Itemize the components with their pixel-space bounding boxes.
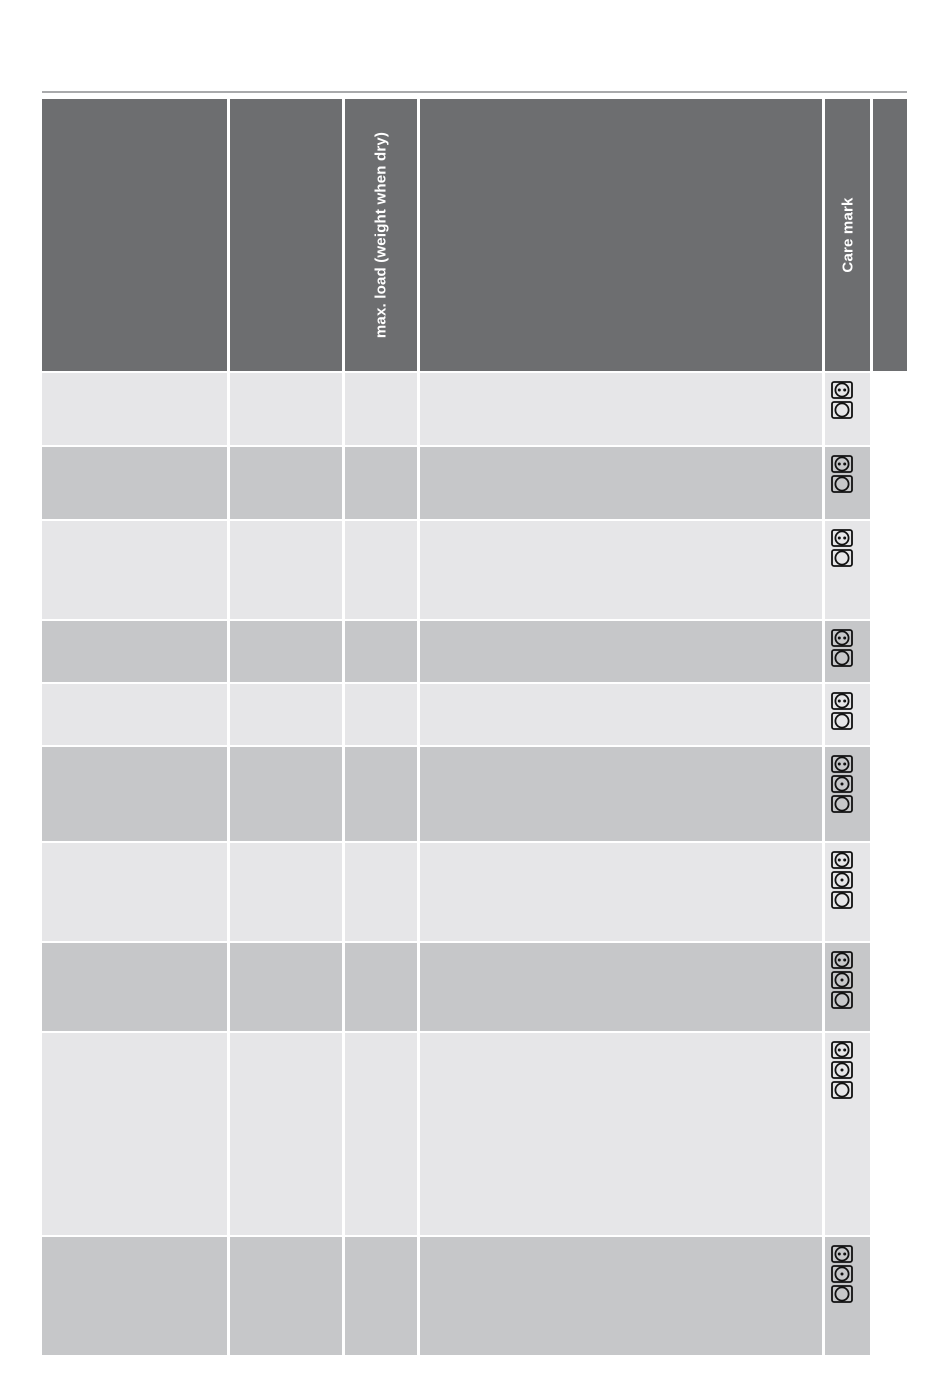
header-cell-right-tab [873, 99, 907, 371]
care-mark-cell [825, 447, 870, 519]
description-cell [420, 1033, 822, 1235]
tumble-dry-normal-icon [831, 455, 853, 473]
care-mark-cell [825, 747, 870, 841]
tumble-dry-normal-icon [831, 1041, 853, 1059]
description-cell [420, 943, 822, 1031]
max-load-cell [345, 684, 417, 745]
max-load-cell [345, 843, 417, 941]
max-load-header-label: max. load (weight when dry) [372, 131, 390, 339]
max-load-cell [345, 447, 417, 519]
dryer-drum-icon [831, 891, 853, 909]
dryer-drum-icon [831, 401, 853, 419]
care-mark-cell [825, 521, 870, 619]
dryer-drum-icon [831, 712, 853, 730]
dryer-drum-icon [831, 549, 853, 567]
tumble-dry-low-icon [831, 1265, 853, 1283]
description-cell [420, 521, 822, 619]
description-cell [420, 684, 822, 745]
care-mark-cell [825, 943, 870, 1031]
programme-table [42, 99, 907, 1355]
fabric-cell [230, 684, 342, 745]
tumble-dry-low-icon [831, 971, 853, 989]
max-load-cell [345, 621, 417, 682]
tumble-dry-normal-icon [831, 851, 853, 869]
max-load-cell [345, 943, 417, 1031]
max-load-cell [345, 747, 417, 841]
programme-cell [42, 1237, 227, 1355]
care-mark-icons [831, 455, 853, 493]
fabric-cell [230, 843, 342, 941]
care-mark-icons [831, 851, 853, 909]
description-cell [420, 747, 822, 841]
header-cell-2 [230, 99, 342, 371]
header-cell-description [420, 99, 822, 371]
tumble-dry-normal-icon [831, 692, 853, 710]
care-mark-icons [831, 1245, 853, 1303]
fabric-cell [230, 373, 342, 445]
dryer-drum-icon [831, 795, 853, 813]
tumble-dry-normal-icon [831, 951, 853, 969]
care-mark-icons [831, 951, 853, 1009]
care-mark-cell [825, 373, 870, 445]
care-mark-icons [831, 529, 853, 567]
dryer-drum-icon [831, 649, 853, 667]
care-mark-cell [825, 684, 870, 745]
description-cell [420, 1237, 822, 1355]
fabric-cell [230, 521, 342, 619]
fabric-cell [230, 747, 342, 841]
programme-cell [42, 521, 227, 619]
programme-cell [42, 943, 227, 1031]
programme-cell [42, 1033, 227, 1235]
dryer-drum-icon [831, 991, 853, 1009]
dryer-drum-icon [831, 1285, 853, 1303]
care-mark-icons [831, 381, 853, 419]
max-load-cell [345, 521, 417, 619]
care-mark-icons [831, 1041, 853, 1099]
care-mark-cell [825, 843, 870, 941]
dryer-drum-icon [831, 1081, 853, 1099]
programme-cell [42, 684, 227, 745]
care-mark-icons [831, 755, 853, 813]
programme-cell [42, 447, 227, 519]
tumble-dry-low-icon [831, 1061, 853, 1079]
max-load-cell [345, 1237, 417, 1355]
tumble-dry-normal-icon [831, 381, 853, 399]
header-cell-programme [42, 99, 227, 371]
care-mark-cell [825, 621, 870, 682]
programme-cell [42, 621, 227, 682]
fabric-cell [230, 943, 342, 1031]
care-mark-header-label: Care mark [839, 197, 856, 273]
description-cell [420, 447, 822, 519]
fabric-cell [230, 447, 342, 519]
tumble-dry-normal-icon [831, 755, 853, 773]
tumble-dry-normal-icon [831, 529, 853, 547]
care-mark-cell [825, 1033, 870, 1235]
max-load-cell [345, 1033, 417, 1235]
programme-cell [42, 373, 227, 445]
header-cell-max-load [345, 99, 417, 371]
description-cell [420, 621, 822, 682]
tumble-dry-low-icon [831, 871, 853, 889]
fabric-cell [230, 621, 342, 682]
fabric-cell [230, 1033, 342, 1235]
fabric-cell [230, 1237, 342, 1355]
max-load-cell [345, 373, 417, 445]
programme-cell [42, 843, 227, 941]
programme-cell [42, 747, 227, 841]
care-mark-cell [825, 1237, 870, 1355]
tumble-dry-normal-icon [831, 629, 853, 647]
tumble-dry-low-icon [831, 775, 853, 793]
care-mark-icons [831, 629, 853, 667]
dryer-drum-icon [831, 475, 853, 493]
description-cell [420, 373, 822, 445]
top-rule [42, 91, 907, 93]
header-cell-care-mark [825, 99, 870, 371]
tumble-dry-normal-icon [831, 1245, 853, 1263]
description-cell [420, 843, 822, 941]
care-mark-icons [831, 692, 853, 730]
